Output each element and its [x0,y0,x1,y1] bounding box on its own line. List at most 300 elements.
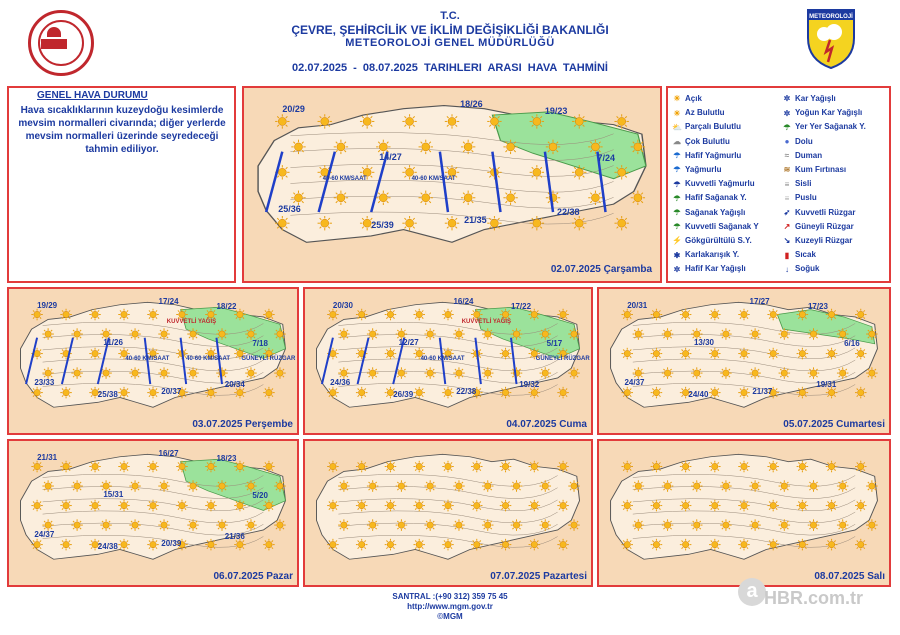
sun-icon [808,480,820,492]
temperature-range: 6/16 [844,338,860,348]
sun-icon [487,216,501,230]
legend-item [782,94,836,103]
legend-label: Hafif Kar Yağışlı [685,264,746,274]
sun-icon [662,328,674,340]
sun-icon [461,140,475,154]
heavy-shower-icon: ☂ [673,222,681,232]
sun-icon [767,500,779,512]
sun-icon [118,500,130,512]
forecast-map-day4 [597,287,891,435]
sun-icon [633,328,645,340]
sun-icon [651,309,663,321]
sun-icon [779,328,791,340]
temperature-range: 21/37 [752,386,773,396]
sun-icon [797,387,809,399]
sun-icon [356,461,368,473]
sun-icon [709,461,721,473]
sun-icon [187,519,199,531]
sun-icon [588,191,602,205]
map-annotation: KUVVETLİ YAĞIŞ [461,319,512,326]
sun-icon [471,500,483,512]
sun-icon [797,461,809,473]
sun-icon [42,480,54,492]
sun-icon [327,500,339,512]
sun-icon [396,519,408,531]
sun-icon [511,519,523,531]
temperature-range: 24/36 [330,377,351,387]
temperature-range: 16/27 [158,449,179,459]
sun-icon [572,216,586,230]
legend-label: Sisli [795,179,812,189]
light-rain-icon: ☂ [673,151,681,161]
thunderstorm-icon: ⚡ [672,236,682,246]
header-directorate: METEOROLOJİ GENEL MÜDÜRLÜĞÜ [345,37,555,49]
sun-icon [442,309,454,321]
sun-icon [680,348,692,360]
sun-icon [855,309,867,321]
sun-icon [31,500,43,512]
legend-item [782,250,816,259]
temperature-range: 22/38 [456,386,477,396]
temperature-range: 17/24 [158,297,179,307]
temperature-range: 12/27 [398,337,419,347]
sun-icon [797,539,809,551]
legend-item [782,151,822,160]
sun-icon [720,519,732,531]
sun-icon [245,519,257,531]
legend-item [782,208,855,217]
sun-icon [413,539,425,551]
forecast-map-day5 [7,439,299,587]
sun-icon [500,539,512,551]
sun-icon [327,539,339,551]
sun-icon [621,539,633,551]
temperature-range: 21/31 [37,453,58,463]
legend-label: Hafif Sağanak Y. [685,193,747,203]
sun-icon [837,480,849,492]
sun-icon [855,539,867,551]
temperature-range: 21/35 [464,215,487,226]
forecast-date: 04.07.2025 Cuma [506,419,587,430]
sun-icon [118,461,130,473]
sun-icon [662,367,674,379]
temperature-range: 19/32 [519,380,540,390]
sun-icon [738,309,750,321]
hot-icon: ▮ [784,250,790,260]
sun-icon [855,500,867,512]
sun-icon [453,480,465,492]
sun-icon [327,309,339,321]
sun-icon [500,461,512,473]
sun-icon [385,461,397,473]
legend-item [672,165,721,174]
sun-icon [176,500,188,512]
temperature-range: 5/17 [546,338,563,348]
legend-label: Yağmurlu [685,165,722,174]
sun-icon [338,480,350,492]
sun-icon [158,480,170,492]
sun-icon [720,367,732,379]
temperature-range: 20/39 [161,538,182,548]
legend-label: Gökgürültülü S.Y. [685,236,752,245]
sun-icon [568,367,580,379]
map-annotation: 40-60 KM/SAAT [411,175,456,182]
sun-icon [413,461,425,473]
sun-icon [31,539,43,551]
forecast-map-day3 [303,287,593,435]
legend-item [672,94,702,103]
temperature-range: 24/37 [34,529,55,539]
temperature-range: 25/36 [278,204,301,215]
sandstorm-icon: ≋ [783,165,791,175]
sun-icon [396,480,408,492]
sun-icon [385,309,397,321]
sun-icon [118,309,130,321]
sun-icon [749,480,761,492]
temperature-range: 14/27 [379,151,402,162]
sun-icon [205,387,217,399]
sun-icon [487,114,501,128]
sun-icon [680,309,692,321]
sun-icon [529,539,541,551]
sun-icon [60,461,72,473]
sun-icon [614,165,628,179]
turkey-map [599,289,889,433]
sun-icon [367,480,379,492]
sun-icon [442,461,454,473]
sun-icon [621,348,633,360]
sun-icon [471,539,483,551]
sun-icon [709,309,721,321]
temperature-range: 24/37 [624,377,645,387]
temperature-range: 7/18 [252,338,268,348]
light-snow-icon: ✲ [673,264,681,274]
legend-label: Çok Bulutlu [685,136,730,146]
sun-icon [691,519,703,531]
sun-icon [500,348,512,360]
sun-icon [511,480,523,492]
sun-icon [60,309,72,321]
sun-icon [89,461,101,473]
sun-icon [360,114,374,128]
sun-icon [808,519,820,531]
legend-label: Sağanak Yağışlı [685,207,746,217]
sun-icon [837,367,849,379]
sun-icon [680,500,692,512]
temperature-range: 25/39 [371,220,394,231]
few-clouds-icon: ☀ [673,108,681,118]
legend-item [672,108,725,117]
sun-icon [356,309,368,321]
cold-icon: ↓ [785,264,789,274]
sun-icon [720,328,732,340]
sun-icon: ☀ [673,94,681,104]
sun-icon [529,500,541,512]
legend-item [672,179,755,188]
shower-icon: ☂ [673,207,681,217]
sun-icon [205,539,217,551]
sun-icon [837,519,849,531]
footer-copyright: ©MGM [437,612,463,621]
forecast-date: 07.07.2025 Pazartesi [490,571,587,582]
sun-icon [866,328,878,340]
sun-icon [291,140,305,154]
sun-icon [651,348,663,360]
temperature-range: 19/31 [816,380,837,390]
sun-icon [808,328,820,340]
temperature-range: 21/36 [224,532,245,542]
temperature-range: 20/31 [627,301,648,311]
legend-item [782,137,813,146]
legend-label: Yoğun Kar Yağışlı [795,108,863,118]
sun-icon [274,367,286,379]
sun-icon [738,348,750,360]
sun-icon [557,539,569,551]
sun-icon [855,387,867,399]
sun-icon [367,519,379,531]
sun-icon [738,461,750,473]
sun-icon [866,519,878,531]
sun-icon [651,500,663,512]
temperature-range: 20/34 [224,380,245,390]
legend-label: Puslu [795,193,817,203]
sun-icon [263,539,275,551]
legend-label: Karlakarışık Y. [685,250,740,260]
sun-icon [71,480,83,492]
sun-icon [31,309,43,321]
sun-icon [442,500,454,512]
sun-icon [187,480,199,492]
legend-label: Güneyli Rüzgar [795,221,854,231]
sun-icon [568,519,580,531]
sun-icon [334,191,348,205]
sun-icon [572,114,586,128]
sun-icon [557,500,569,512]
sun-icon [662,480,674,492]
sun-icon [557,387,569,399]
footer-phone: SANTRAL :(+90 312) 359 75 45 [392,592,508,601]
sun-icon [568,480,580,492]
legend-label: Kuvvetli Rüzgar [795,207,856,217]
sun-icon [453,367,465,379]
meteoroloji-logo [806,8,856,70]
sun-icon [60,500,72,512]
weather-legend [666,86,891,283]
sun-icon [318,114,332,128]
north-wind-icon: ↘ [783,236,791,246]
sun-icon [826,500,838,512]
sun-icon [31,461,43,473]
temperature-range: 24/40 [688,390,709,400]
sun-icon [453,328,465,340]
temperature-range: 7/24 [597,153,615,164]
sun-icon [367,367,379,379]
sun-icon [614,114,628,128]
sun-icon [662,519,674,531]
sun-icon [709,500,721,512]
legend-item [782,179,811,188]
turkey-map [599,441,889,585]
sun-icon [356,387,368,399]
header-forecast-range: 02.07.2025 - 08.07.2025 TARIHLERI ARASI HAVA TAHMİNİ [292,62,608,74]
legend-item [782,122,866,131]
sun-icon [42,328,54,340]
legend-label: Kum Fırtınası [795,165,847,174]
sun-icon [621,309,633,321]
sun-icon [749,519,761,531]
sun-icon [445,114,459,128]
legend-item [672,250,739,259]
sun-icon [338,519,350,531]
hail-icon: ● [784,136,790,146]
sun-icon [205,500,217,512]
sun-icon [651,461,663,473]
forecast-date: 02.07.2025 Çarşamba [550,264,652,275]
turkey-map [9,441,297,585]
sun-icon [482,480,494,492]
sun-icon [318,216,332,230]
sun-icon [158,519,170,531]
temperature-range: 17/23 [807,302,828,312]
sun-icon [529,461,541,473]
sleet-icon: ✱ [673,250,681,260]
header-line-tc: T.C. [440,10,460,22]
sun-icon [503,140,517,154]
forecast-map-day1 [242,86,662,283]
sun-icon [338,328,350,340]
forecast-map-day7 [597,439,891,587]
temperature-range: 15/31 [103,489,124,499]
legend-label: Kuzeyli Rüzgar [795,236,853,245]
sun-icon [424,367,436,379]
sun-icon [118,539,130,551]
sun-icon [327,387,339,399]
sun-icon [291,191,305,205]
sun-icon [424,328,436,340]
sun-icon [779,367,791,379]
legend-item [782,236,852,245]
sun-icon [530,165,544,179]
sun-icon [866,480,878,492]
footer-url[interactable]: http://www.mgm.gov.tr [407,602,493,611]
sun-icon [767,461,779,473]
sun-icon [500,387,512,399]
heavy-rain-icon: ☂ [673,179,681,189]
legend-label: Hafif Yağmurlu [685,150,742,160]
legend-label: Duman [795,150,823,160]
sun-icon [680,461,692,473]
sun-icon [216,519,228,531]
cloudy-icon: ☁ [673,136,681,146]
sun-icon [540,480,552,492]
legend-item [672,151,741,160]
sun-icon [572,165,586,179]
sun-icon [511,328,523,340]
sun-icon [275,216,289,230]
snow-icon: ✲ [783,94,791,104]
map-annotation: 40-60 KM/SAAT [125,356,170,362]
sun-icon [749,367,761,379]
map-annotation: 40-60 KM/SAAT [186,356,231,362]
forecast-date: 08.07.2025 Salı [814,571,885,582]
sun-icon [413,387,425,399]
sun-icon [274,328,286,340]
sun-icon [385,500,397,512]
temperature-range: 5/20 [252,490,268,500]
sun-icon [797,348,809,360]
sun-icon [651,539,663,551]
legend-item [672,222,759,231]
sun-icon [245,367,257,379]
sun-icon [129,519,141,531]
temperature-range: 20/37 [161,386,182,396]
legend-item [672,193,747,202]
turkey-map [244,88,660,281]
sun-icon [826,539,838,551]
legend-item [672,208,745,217]
legend-label: Parçalı Bulutlu [685,122,742,132]
sun-icon [651,387,663,399]
south-wind-icon: ↗ [783,222,791,232]
sun-icon [808,367,820,379]
forecast-date: 05.07.2025 Cumartesi [783,419,885,430]
sun-icon [471,461,483,473]
sun-icon [385,539,397,551]
temperature-range: 13/30 [693,337,714,347]
sun-icon [797,309,809,321]
sun-icon [738,500,750,512]
sun-icon [356,500,368,512]
legend-item [672,137,730,146]
sun-icon [797,500,809,512]
sun-icon [129,367,141,379]
map-annotation: 40-60 KM/SAAT [420,356,465,362]
sun-icon [738,387,750,399]
sun-icon [621,461,633,473]
temperature-range: 26/39 [393,390,414,400]
temperature-range: 18/23 [216,454,237,464]
legend-item [672,236,752,245]
temperature-range: 19/29 [37,301,58,311]
legend-item [672,264,746,273]
map-annotation: KUVVETLİ YAĞIŞ [166,319,217,326]
watermark-logo: a [738,578,766,606]
sun-icon [482,328,494,340]
sun-icon [503,191,517,205]
temperature-range: 18/22 [216,302,237,312]
sun-icon [866,367,878,379]
sun-icon [187,367,199,379]
sun-icon [720,480,732,492]
temperature-range: 18/26 [460,99,483,110]
sun-icon [482,519,494,531]
sun-icon [71,367,83,379]
smoke-icon: ≈ [784,151,790,161]
sun-icon [424,480,436,492]
sun-icon [413,309,425,321]
sun-icon [89,500,101,512]
temperature-range: 24/38 [97,542,118,552]
sun-icon [234,500,246,512]
sun-icon [158,367,170,379]
sun-icon [356,539,368,551]
sun-icon [709,387,721,399]
sun-icon [749,328,761,340]
sun-icon [385,348,397,360]
temperature-range: 23/33 [34,377,55,387]
general-weather-title: GENEL HAVA DURUMU [37,90,148,101]
sun-icon [118,387,130,399]
